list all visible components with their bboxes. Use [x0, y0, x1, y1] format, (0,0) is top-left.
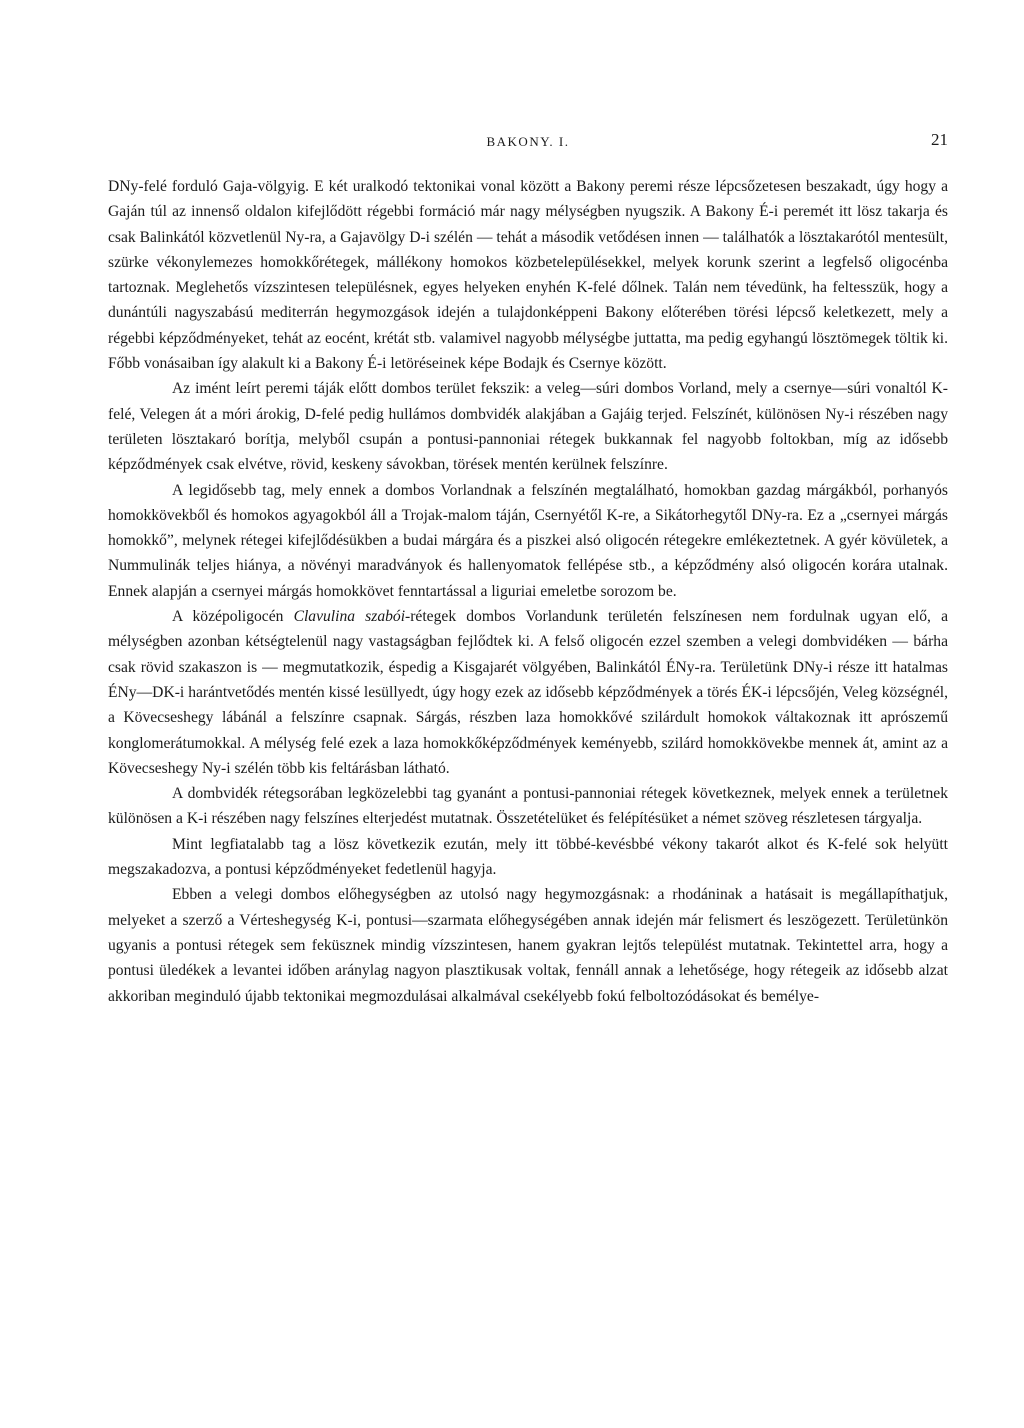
paragraph: DNy-felé forduló Gaja-völgyig. E két uralkodó tektonikai vonal között a Bakony peremi része lépcsőzetesen beszakadt, úgy hogy a Gaján túl az innenső oldalon kifejlődött régebbi formáció már nagy mélységben nyugszik. A Bakony É-i peremét itt lösz takarja és csak Balinkától közvetlenül Ny-ra, a Gajavölgy D-i szélén — tehát a második vetődésen innen — találhatók a lösztakarótól mentesült, szürke vékonylemezes homokkőrétegek, mállékony homokos közbetelepülésekkel, melyek korunk szerint a legfelső oligocénba tartoznak. Meglehetős vízszintesen településnek, egyes helyeken enyhén K-felé dőlnek. Talán nem tévedünk, ha feltesszük, hogy a dunántúli nagyszabású mediterrán hegymozgások idején a tulajdonképpeni Bakony előterében törési lépcső keletkezett, mely a régebbi képződményeket, tehát az eocént, krétát stb. valamivel nagyobb mélységbe juttatta, ma pedig egyhangú lösztömegek töltik ki. Főbb vonásaiban így alakult ki a Bakony É-i letöréseinek képe Bodajk és Csernye között.	[108, 178, 948, 373]
paragraph: A dombvidék rétegsorában legközelebbi tag gyanánt a pontusi-pannoniai rétegek következnek, melyek ennek a területnek különösen a K-i részében nagy felszínes elterjedést mutatnak. Összetételüket és felépítésüket a német szöveg részletesen tárgyalja.	[108, 785, 948, 828]
running-title: BAKONY. I.	[486, 134, 570, 149]
paragraph	[108, 604, 948, 781]
page-number: 21	[931, 130, 948, 149]
paragraph-text: -rétegek dombos Vorlandunk területén felszínesen nem fordulnak ugyan elő, a mélységben azonban kétségtelenül nagy vastagságban fejlődtek ki. A felső oligocén ezzel szemben a velegi dombvidéken — bárha csak rövid szakaszon is — megmutatkozik, éspedig a Kisgajarét völgyében, Balinkától ÉNy-ra. Területünk DNy-i része itt hatalmas ÉNy—DK-i harántvetődés mentén kissé lesüllyedt, úgy hogy ezek az idősebb képződmények a törés ÉK-i lépcsőjén, Veleg községnél, a Kövecseshegy lábánál a felszínre csapnak. Sárgás, részben laza homokkővé szilárdult homokok váltakoznak itt aprószemű konglomerátumokkal. A mélység felé ezek a laza homokkőképződmények keményebb, szilárd homokkövekbe mennek át, amint az a Kövecseshegy Ny-i szélén több kis feltárásban látható.	[108, 608, 948, 777]
paragraph: Mint legfiatalabb tag a lösz következik ezután, mely itt többé-kevésbbé vékony takarót alkot és K-felé sok helyütt megszakadozva, a pontusi képződményeket fedetlenül hagyja.	[108, 835, 948, 879]
paragraph: Az imént leírt peremi táják előtt dombos terület fekszik: a veleg—súri dombos Vorland, mely a csernye—súri vonaltól K-felé, Velegen át a móri árokig, D-felé pedig hullámos dombvidék alakjában a Gajáig terjed. Felszínét, különösen Ny-i részében nagy területen lösztakaró borítja, melyből csupán a pontusi-pannoniai rétegek bukkannak fel nagyobb foltokban, míg az idősebb képződmények csak elvétve, rövid, keskeny sávokban, törések mentén kerülnek felszínre.	[108, 380, 948, 474]
paragraph: A legidősebb tag, mely ennek a dombos Vorlandnak a felszínén megtalálható, homokban gazdag márgákból, porhanyós homokkövekből és homokos agyagokból áll a Trojak-malom táján, Csernyétől K-re, a Sikátorhegytől DNy-ra. Ez a „csernyei márgás homokkő”, melynek rétegei kifejlődésükben a budai márgára és a piszkei alsó oligocén rétegekre emlékeztetnek. A gyér kövületek, a Nummulinák teljes hiánya, a növényi maradványok és hallenyomatok fellépése stb., a képződmény alsó oligocén korára utalnak. Ennek alapján a csernyei márgás homokkövet fenntartással a liguriai emeletbe sorozom be.	[108, 481, 948, 600]
body-text	[108, 174, 948, 1009]
running-header	[108, 130, 948, 156]
species-name: Clavulina szabói	[293, 608, 406, 626]
paragraph-text: A középoligocén	[172, 608, 294, 626]
paragraph: Ebben a velegi dombos előhegységben az utolsó nagy hegymozgásnak: a rhodáninak a hatásait is megállapíthatjuk, melyeket a szerző a Vérteshegység K-i, pontusi—szarmata előhegységében annak idején már felismert és leszögezett. Területünkön ugyanis a pontusi rétegek sem feküsznek mindig vízszintesen, hanem gyakran lejtős települést mutatnak. Tekintettel arra, hogy a pontusi üledékek a levantei időben aránylag nagyon plasztikusak voltak, fennáll annak a lehetősége, hogy rétegeik az idősebb alzat akkoriban meginduló újabb tektonikai megmozdulásai alkalmával csekélyebb fokú felboltozódásokat és bemélye-	[108, 886, 948, 1005]
